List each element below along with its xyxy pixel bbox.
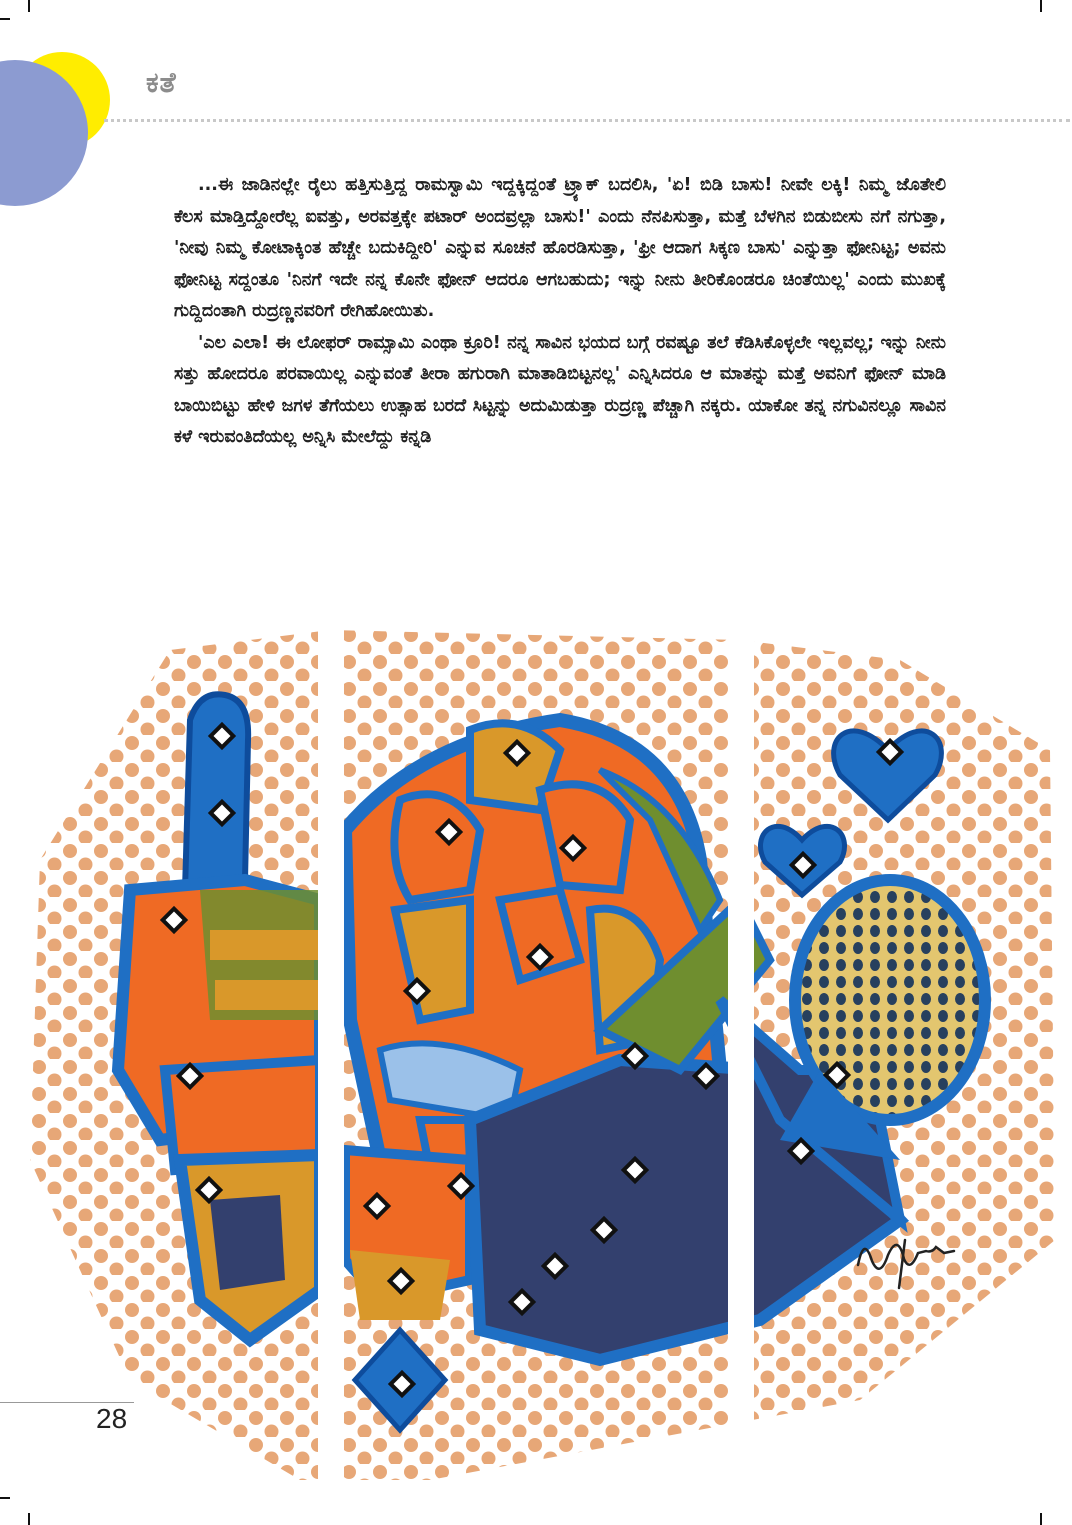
section-title: ಕತೆ xyxy=(146,66,177,99)
page-number: 28 xyxy=(96,1403,128,1434)
story-text xyxy=(174,170,946,454)
crop-mark xyxy=(1040,1513,1042,1525)
crop-mark xyxy=(0,1497,10,1499)
crop-mark xyxy=(28,1513,30,1525)
crop-mark xyxy=(1040,0,1042,12)
story-paragraph: 'ಎಲ ಎಲಾ! ಈ ಲೋಫರ್ ರಾಮ್ಸಾಮಿ ಎಂಥಾ ಕ್ರೂರಿ! ನನ್ನ ಸಾವಿನ ಭಯದ ಬಗ್ಗೆ ರವಷ್ಟೂ ತಲೆ ಕೆಡಿಸಿಕೊಳ್ಳಲೇ ಇಲ್ಲವಲ್ಲ; ಇನ್ನು ನೀನು ಸತ್ತು ಹೋದರೂ ಪರವಾಯಿಲ್ಲ ಎನ್ನುವಂತೆ ತೀರಾ ಹಗುರಾಗಿ ಮಾತಾಡಿಬಿಟ್ಟನಲ್ಲ' ಎನ್ನಿಸಿದರೂ ಆ ಮಾತನ್ನು ಮತ್ತೆ ಅವನಿಗೆ ಫೋನ್ ಮಾಡಿ ಬಾಯಿಬಿಟ್ಟು ಹೇಳಿ ಜಗಳ ತೆಗೆಯಲು ಉತ್ಸಾಹ ಬರದೆ ಸಿಟ್ಟನ್ನು ಅದುಮಿಡುತ್ತಾ ರುದ್ರಣ್ಣ ಪೆಚ್ಚಾಗಿ ನಕ್ಕರು. ಯಾಕೋ ತನ್ನ ನಗುವಿನಲ್ಲೂ ಸಾವಿನ ಕಳೆ ಇರುವಂತಿದೆಯಲ್ಲ ಅನ್ನಿಸಿ ಮೇಲೆದ್ದು ಕನ್ನಡಿ xyxy=(174,332,946,447)
illustration-man-with-phone xyxy=(0,600,1072,1490)
crop-mark xyxy=(28,0,30,12)
story-paragraph: ...ಈ ಜಾಡಿನಲ್ಲೇ ರೈಲು ಹತ್ತಿಸುತ್ತಿದ್ದ ರಾಮಸ್ವಾಮಿ ಇದ್ದಕ್ಕಿದ್ದಂತೆ ಟ್ರ್ಯಾಕ್ ಬದಲಿಸಿ, 'ಏ! ಬಿಡಿ ಬಾಸು! ನೀವೇ ಲಕ್ಕಿ! ನಿಮ್ಮ ಜೊತೇಲಿ ಕೆಲಸ ಮಾಡ್ತಿದ್ದೋರೆಲ್ಲ ಐವತ್ತು, ಅರವತ್ತಕ್ಕೇ ಪಟಾರ್ ಅಂದವ್ರಲ್ಲಾ ಬಾಸು!' ಎಂದು ನೆನಪಿಸುತ್ತಾ, ಮತ್ತೆ ಬೆಳಗಿನ ಬಿಡುಬೀಸು ನಗೆ ನಗುತ್ತಾ, 'ನೀವು ನಿಮ್ಮ ಕೋಟಾಕ್ಕಿಂತ ಹೆಚ್ಚೇ ಬದುಕಿದ್ದೀರಿ' ಎನ್ನುವ ಸೂಚನೆ ಹೊರಡಿಸುತ್ತಾ, 'ಫ್ರೀ ಆದಾಗ ಸಿಕ್ಕಣ ಬಾಸು' ಎನ್ನುತ್ತಾ ಫೋನಿಟ್ಟ; ಅವನು ಫೋನಿಟ್ಟ ಸದ್ದಂತೂ 'ನಿನಗೆ ಇದೇ ನನ್ನ ಕೊನೇ ಫೋನ್ ಆದರೂ ಆಗಬಹುದು; ಇನ್ನು ನೀನು ತೀರಿಕೊಂಡರೂ ಚಿಂತೆಯಿಲ್ಲ' ಎಂದು ಮುಖಕ್ಕೆ ಗುದ್ದಿದಂತಾಗಿ ರುದ್ರಣ್ಣನವರಿಗೆ ರೇಗಿಹೋಯಿತು. xyxy=(174,175,946,321)
dotted-divider xyxy=(104,119,1070,122)
crop-mark xyxy=(0,18,10,20)
